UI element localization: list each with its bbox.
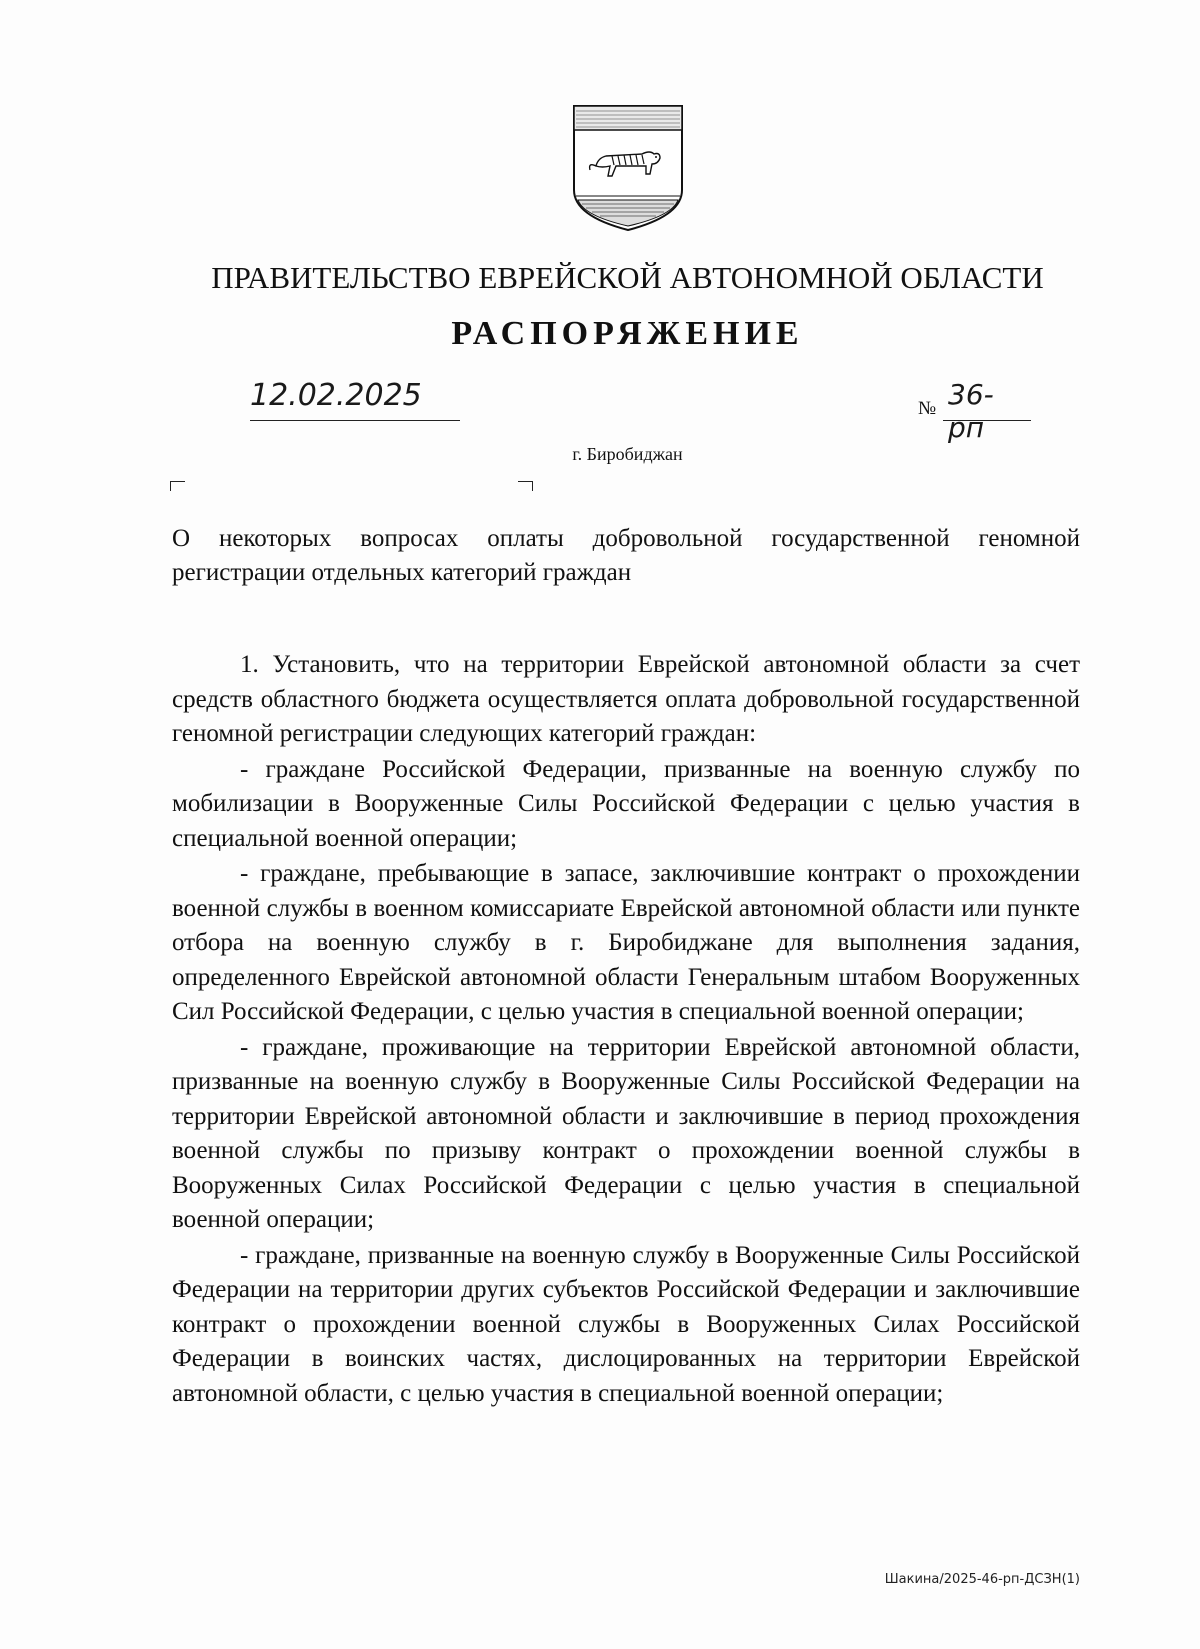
subject-corner-right — [518, 481, 533, 491]
document-body — [172, 648, 1080, 1412]
document-subject: О некоторых вопросах оплаты добровольной государственной геномной регистрации отдельных категорий граждан — [172, 525, 1080, 586]
body-paragraph: - граждане, призванные на военную службу в Вооруженные Силы Российской Федерации на территории других субъектов Российской Федерации и заключившие контракт о прохождении военной службы в Вооруженных Силах Российской Федерации в воинских частях, дислоцированных на территории Еврейской автономной области, с целью участия в специальной военной операции; — [172, 1241, 1080, 1407]
document-footer-code: Шакина/2025-46-рп-ДСЗН(1) — [884, 1572, 1080, 1587]
document-type-title: РАСПОРЯЖЕНИЕ — [451, 315, 804, 352]
body-paragraph: - граждане, проживающие на территории Еврейской автономной области, призванные на военную службу в Вооруженные Силы Российской Федерации на территории Еврейской автономной области и заключившие в период прохождения военной службы по призыву контракт о прохождении военной службы в Вооруженных Силах Российской Федерации с целью участия в специальной военной операции; — [172, 1033, 1080, 1233]
document-number: 36-рп — [948, 378, 994, 444]
body-paragraph: - граждане Российской Федерации, призванные на военную службу по мобилизации в Вооруженные Силы Российской Федерации с целью участия в специальной военной операции; — [172, 755, 1080, 852]
subject-corner-left — [170, 481, 185, 491]
document-date: 12.02.2025 — [250, 378, 422, 413]
government-name: ПРАВИТЕЛЬСТВО ЕВРЕЙСКОЙ АВТОНОМНОЙ ОБЛАСТИ — [211, 260, 1044, 295]
city-name: г. Биробиджан — [572, 444, 683, 464]
coat-of-arms-tiger-icon — [572, 104, 684, 232]
body-paragraph: 1. Установить, что на территории Еврейской автономной области за счет средств областного бюджета осуществляется оплата добровольной государственной геномной регистрации следующих категорий граждан: — [172, 651, 1080, 747]
body-paragraph: - граждане, пребывающие в запасе, заключившие контракт о прохождении военной службы в военном комиссариате Еврейской автономной области или пункте отбора на военную службу в г. Биробиджане для выполнения задания, определенного Еврейской автономной области Генеральным штабом Вооруженных Сил Российской Федерации, с целью участия в специальной военной операции; — [172, 860, 1080, 1025]
date-underline — [250, 420, 460, 421]
number-label: № — [918, 398, 937, 419]
number-underline — [943, 420, 1031, 421]
